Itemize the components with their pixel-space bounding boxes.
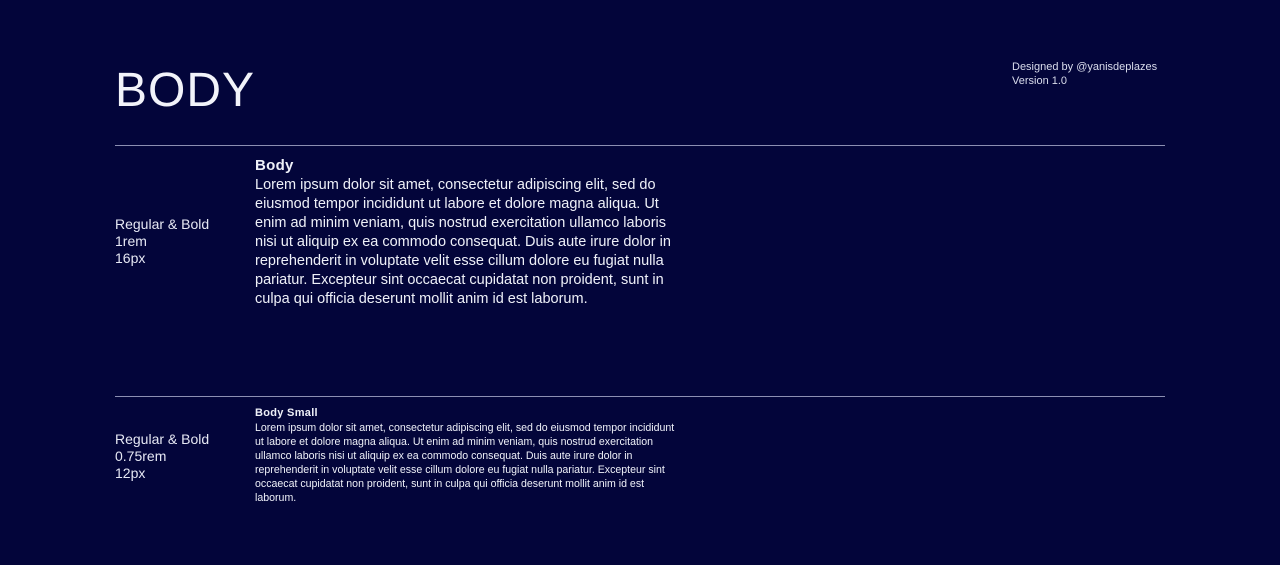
designer-credit: Designed by @yanisdeplazes xyxy=(1012,61,1158,73)
credits xyxy=(1012,60,1157,88)
body-small-sample-heading: Body Small xyxy=(255,407,318,419)
body-spec-weights: Regular & Bold xyxy=(115,216,210,232)
body-small-spec xyxy=(115,431,209,482)
body-sample-heading: Body xyxy=(255,157,294,174)
body-small-spec-rem: 0.75rem xyxy=(115,448,167,464)
section-divider xyxy=(115,145,1165,146)
body-sample xyxy=(255,156,675,309)
body-spec-rem: 1rem xyxy=(115,233,147,249)
page-title: BODY xyxy=(115,64,256,117)
body-small-sample xyxy=(255,406,685,505)
body-spec-px: 16px xyxy=(115,250,146,266)
body-sample-text: Lorem ipsum dolor sit amet, consectetur adipiscing elit, sed do eiusmod tempor incididunt ut labore et dolore magna aliqua. Ut enim ad minim veniam, quis nostrud exercitation ullamco laboris nisi ut aliquip ex ea commodo consequat. Duis aute irure dolor in reprehenderit in voluptate velit esse cillum dolore eu fugiat nulla pariatur. Excepteur sint occaecat cupidatat non proident, sunt in culpa qui officia deserunt mollit anim id est laborum. xyxy=(255,177,671,307)
body-small-spec-px: 12px xyxy=(115,465,146,481)
body-small-spec-weights: Regular & Bold xyxy=(115,431,210,447)
section-divider xyxy=(115,396,1165,397)
version-label: Version 1.0 xyxy=(1012,75,1068,87)
body-spec xyxy=(115,216,209,267)
body-small-sample-text: Lorem ipsum dolor sit amet, consectetur adipiscing elit, sed do eiusmod tempor incididunt ut labore et dolore magna aliqua. Ut enim ad minim veniam, quis nostrud exercitation ullamco laboris nisi ut aliquip ex ea commodo consequat. Duis aute irure dolor in reprehenderit in voluptate velit esse cillum dolore eu fugiat nulla pariatur. Excepteur sint occaecat cupidatat non proident, sunt in culpa qui officia deserunt mollit anim id est laborum. xyxy=(255,422,675,504)
